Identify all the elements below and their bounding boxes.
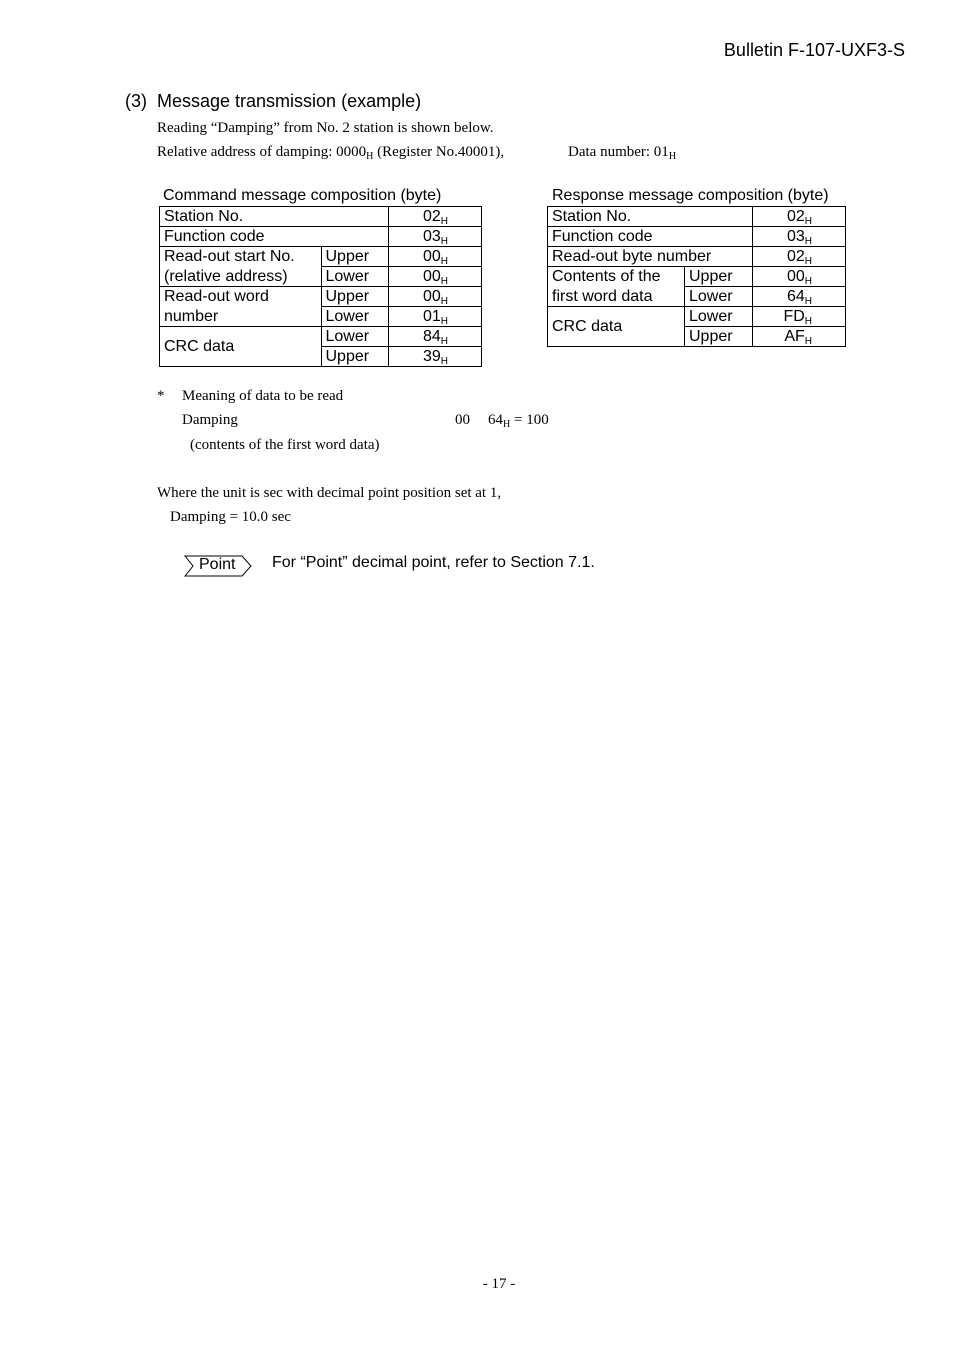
row-value: $AF_H$ — [753, 327, 846, 347]
point-badge — [184, 554, 252, 578]
row-value: $02_H$ — [753, 247, 846, 267]
section-heading — [125, 91, 421, 112]
note-value-a: 00 — [455, 412, 470, 428]
row-value: $02_H$ — [388, 207, 481, 227]
row-label: Contents of the — [548, 267, 685, 287]
table-row — [160, 307, 482, 327]
row-part: Lower — [321, 327, 388, 347]
table-row — [160, 287, 482, 307]
response-message-table — [547, 206, 846, 347]
row-label: number — [160, 307, 322, 327]
note-heading: Meaning of data to be read — [182, 388, 344, 404]
row-part: Upper — [685, 327, 753, 347]
row-label: CRC data — [160, 327, 322, 367]
row-value: $64_H$ — [753, 287, 846, 307]
row-value: $FD_H$ — [753, 307, 846, 327]
intro-line-1: Reading “Damping” from No. 2 station is shown below. — [157, 120, 494, 136]
response-table-caption: Response message composition (byte) — [552, 187, 829, 204]
row-label: first word data — [548, 287, 685, 307]
row-label: Station No. — [548, 207, 753, 227]
table-row — [160, 327, 482, 347]
row-value: $01_H$ — [388, 307, 481, 327]
table-row — [548, 207, 846, 227]
section-number: (3) — [125, 91, 147, 111]
row-value: $02_H$ — [753, 207, 846, 227]
row-value: $00_H$ — [388, 247, 481, 267]
note-bullet: * — [157, 388, 165, 404]
table-row — [160, 207, 482, 227]
table-row — [160, 227, 482, 247]
row-value: $03_H$ — [388, 227, 481, 247]
row-value: $39_H$ — [388, 347, 481, 367]
row-part: Lower — [685, 287, 753, 307]
table-row — [548, 227, 846, 247]
row-value: $00_H$ — [388, 287, 481, 307]
command-table-caption: Command message composition (byte) — [163, 187, 442, 204]
point-label: Point — [199, 556, 236, 573]
row-label: Function code — [548, 227, 753, 247]
table-row — [160, 247, 482, 267]
note-item-label: Damping — [182, 412, 238, 428]
result-line-1: Where the unit is sec with decimal point position set at 1, — [157, 485, 502, 501]
point-text: For “Point” decimal point, refer to Section 7.1. — [272, 554, 595, 571]
relative-address-text: Relative address of damping: 0000 — [157, 144, 367, 160]
row-part: Upper — [321, 287, 388, 307]
row-part: Upper — [321, 247, 388, 267]
section-title: Message transmission (example) — [157, 91, 422, 111]
row-label: Function code — [160, 227, 389, 247]
row-part: Lower — [321, 267, 388, 287]
row-label: Read-out word — [160, 287, 322, 307]
intro-line-2: Relative address of damping: $0000_H$ (Register No.40001), — [157, 144, 505, 162]
row-label: Station No. — [160, 207, 389, 227]
row-part: Lower — [685, 307, 753, 327]
row-value: $00_H$ — [753, 267, 846, 287]
row-label: Read-out start No. — [160, 247, 322, 267]
note-item-note: (contents of the first word data) — [190, 437, 380, 453]
page-number: - 17 - — [482, 1276, 516, 1292]
note-value-b: $64_H = 100$ — [488, 412, 549, 430]
row-label: Read-out byte number — [548, 247, 753, 267]
row-part: Lower — [321, 307, 388, 327]
row-label: (relative address) — [160, 267, 322, 287]
table-row — [548, 307, 846, 327]
row-value: $00_H$ — [388, 267, 481, 287]
row-label: CRC data — [548, 307, 685, 347]
row-value: $84_H$ — [388, 327, 481, 347]
table-row — [160, 267, 482, 287]
command-message-table — [159, 206, 482, 367]
row-part: Upper — [685, 267, 753, 287]
result-line-2: Damping = 10.0 sec — [170, 509, 291, 525]
table-row — [548, 247, 846, 267]
row-part: Upper — [321, 347, 388, 367]
data-number-text: Data number: $01_H$ — [568, 144, 677, 162]
bulletin-number: Bulletin F-107-UXF3-S — [723, 40, 905, 60]
row-value: $03_H$ — [753, 227, 846, 247]
table-row — [548, 267, 846, 287]
table-row — [548, 287, 846, 307]
